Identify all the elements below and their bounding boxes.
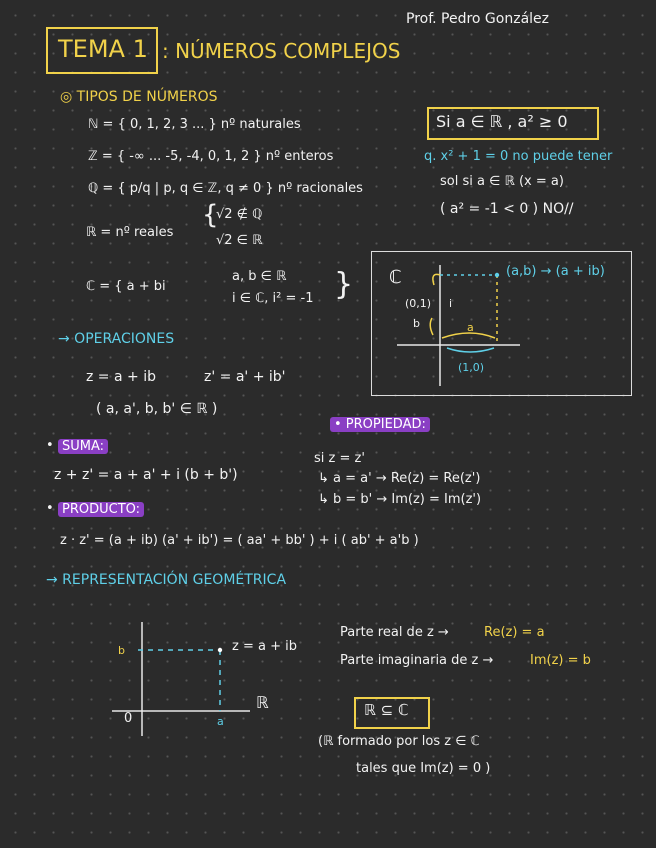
suma-bullet: • — [46, 438, 54, 453]
producto-formula: z · z' = (a + ib) (a' + ib') = ( aa' + bb' ) + i ( ab' + a'b ) — [60, 533, 419, 548]
naturales-line: ℕ = { 0, 1, 2, 3 ... } nº naturales — [88, 117, 301, 132]
subset-line-1: (ℝ formado por los z ∈ ℂ — [318, 734, 480, 749]
section-heading: ◎ TIPOS DE NÚMEROS — [60, 89, 218, 105]
producto-bullet: • — [46, 501, 54, 516]
title-label: TEMA 1 — [58, 35, 148, 63]
subset-box-text: ℝ ⊆ ℂ — [364, 701, 409, 719]
z-definition: z = a + ib — [86, 369, 156, 385]
racionales-line: ℚ = { p/q | p, q ∈ ℤ, q ≠ 0 } nº racionales — [88, 181, 363, 196]
geo-b-label: b — [118, 644, 125, 657]
note-line-1: q. x² + 1 = 0 no puede tener — [424, 149, 613, 164]
suma-heading-text: SUMA: — [58, 439, 108, 454]
suma-formula: z + z' = a + a' + i (b + b') — [54, 467, 238, 483]
geo-zero-label: 0 — [124, 711, 133, 726]
plane-c-label: ℂ — [389, 267, 402, 288]
one-brace — [447, 348, 494, 352]
geo-a-label: a — [217, 715, 224, 728]
geometric-heading: → REPRESENTACIÓN GEOMÉTRICA — [46, 572, 287, 588]
parte-real-label: Parte real de z → — [340, 625, 449, 640]
producto-heading-text: PRODUCTO: — [58, 502, 144, 517]
reales-brace: { — [202, 200, 219, 230]
reales-line-1: √2 ∉ ℚ — [216, 207, 263, 222]
propiedad-condition: si z = z' — [314, 451, 365, 466]
suma-heading — [58, 440, 108, 454]
geo-point-dot — [218, 648, 222, 652]
propiedad-line-1: ↳ a = a' → Re(z) = Re(z') — [318, 471, 481, 486]
b-brace — [430, 318, 433, 335]
note-box-text: Si a ∈ ℝ , a² ≥ 0 — [436, 112, 568, 131]
title-subject: : NÚMEROS COMPLEJOS — [162, 39, 401, 63]
propiedad-line-2: ↳ b = b' → Im(z) = Im(z') — [318, 492, 482, 507]
note-line-3: ( a² = -1 < 0 ) NO// — [440, 201, 574, 217]
producto-heading — [58, 503, 144, 517]
z-prime-definition: z' = a' + ib' — [204, 369, 286, 385]
geo-z-label: z = a + ib — [232, 639, 297, 654]
operaciones-domain: ( a, a', b, b' ∈ ℝ ) — [96, 401, 218, 417]
plane-i-small: i — [449, 297, 453, 310]
point-dot — [495, 273, 499, 277]
propiedad-heading — [330, 418, 430, 432]
operaciones-heading: → OPERACIONES — [58, 331, 175, 347]
complejos-line-1: a, b ∈ ℝ — [232, 269, 287, 284]
parte-imag-result: Im(z) = b — [530, 653, 591, 668]
enteros-line: ℤ = { -∞ ... -5, -4, 0, 1, 2 } nº enteros — [88, 149, 334, 164]
plane-a-label: a — [467, 321, 474, 334]
subset-line-2: tales que Im(z) = 0 ) — [356, 761, 491, 776]
reales-label: ℝ = nº reales — [86, 225, 174, 240]
plane-i-label: (0,1) — [405, 297, 432, 310]
parte-imag-label: Parte imaginaria de z → — [340, 653, 494, 668]
i-brace-top — [433, 274, 440, 285]
complejos-left: ℂ = { a + bi — [86, 279, 166, 294]
plane-point-label: (a,b) → (a + ib) — [506, 264, 605, 279]
geo-r-label: ℝ — [256, 693, 269, 712]
complejos-right: } — [334, 267, 354, 302]
plane-one-label: (1,0) — [458, 361, 485, 374]
note-line-2: sol si a ∈ ℝ (x = a) — [440, 174, 564, 189]
reales-line-2: √2 ∈ ℝ — [216, 233, 263, 248]
parte-real-result: Re(z) = a — [484, 625, 545, 640]
plane-b-label: b — [413, 317, 420, 330]
complejos-line-2: i ∈ ℂ, i² = -1 — [232, 291, 314, 306]
propiedad-heading-text: • PROPIEDAD: — [330, 417, 430, 432]
author-name: Prof. Pedro González — [406, 11, 549, 27]
